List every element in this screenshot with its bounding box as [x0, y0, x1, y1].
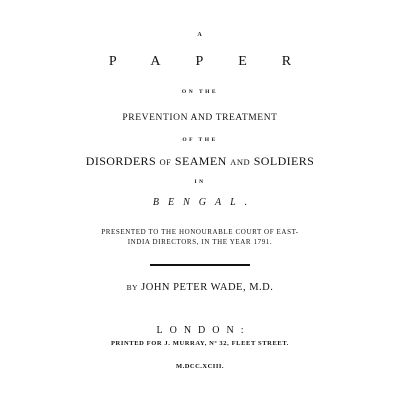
- article-a: A: [197, 32, 203, 38]
- connector-on-the: ON THE: [181, 89, 219, 95]
- subject-disorders-line: [0, 155, 400, 167]
- subject-disorders: DISORDERS: [85, 154, 157, 168]
- imprint-printer: PRINTED FOR J. MURRAY, Nº 32, FLEET STREET.: [110, 340, 289, 347]
- subject-seamen: SEAMEN: [174, 154, 227, 168]
- imprint-year: M.DCC.XCIII.: [175, 363, 225, 370]
- subject-soldiers: SOLDIERS: [253, 154, 315, 168]
- subject-prevention-treatment: PREVENTION AND TREATMENT: [122, 113, 278, 123]
- connector-in: IN: [194, 179, 206, 185]
- author-name: JOHN PETER WADE, M.D.: [141, 282, 274, 293]
- subject-of: OF: [159, 157, 172, 167]
- place-bengal: BENGAL.: [152, 197, 257, 208]
- connector-of-the: OF THE: [182, 137, 218, 143]
- presented-line-1: PRESENTED TO THE HONOURABLE COURT OF EAST-: [101, 228, 299, 236]
- imprint-city: LONDON:: [156, 325, 251, 336]
- main-title: PAPER: [108, 54, 327, 69]
- by-label: BY: [126, 283, 139, 292]
- subject-and: AND: [230, 157, 251, 167]
- ornamental-rule: [150, 264, 250, 266]
- presented-line-2: INDIA DIRECTORS, IN THE YEAR 1791.: [127, 238, 273, 246]
- author-line: [0, 283, 400, 294]
